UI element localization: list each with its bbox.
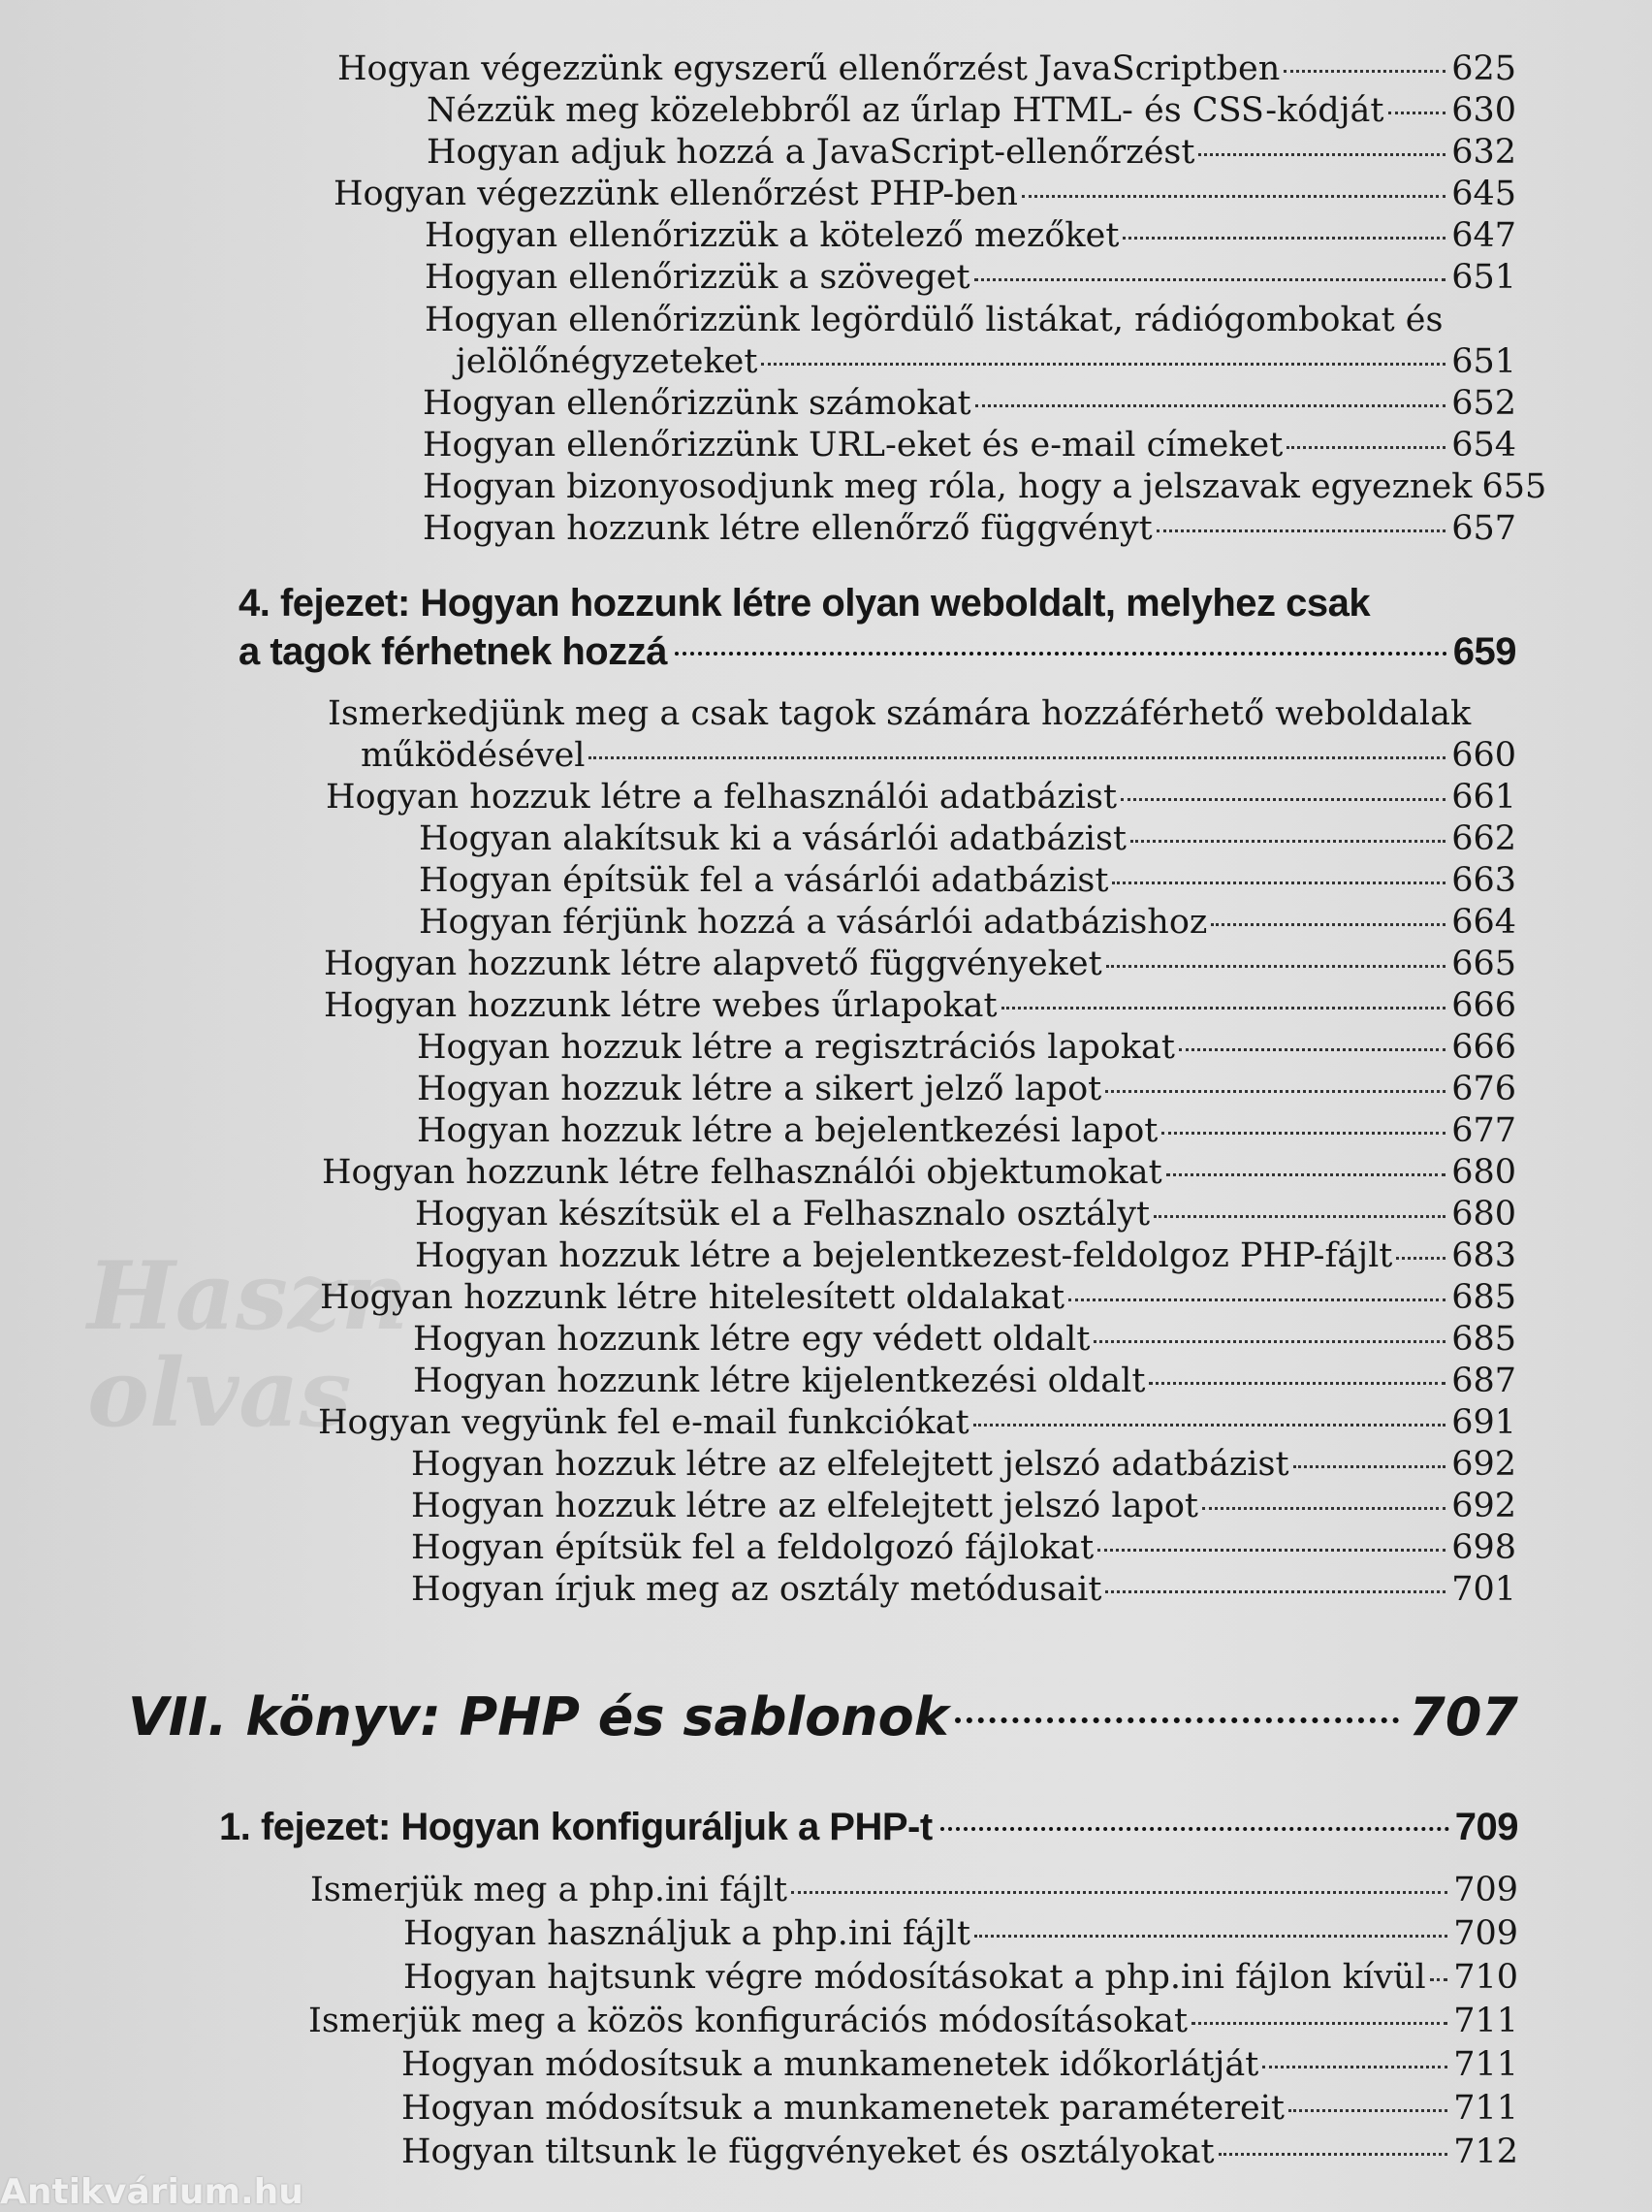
toc-entry-title: Hogyan hozzunk létre egy védett oldalt [413,1320,1091,1359]
toc-entry[interactable] [417,1069,1516,1109]
toc-entry-title: Hogyan építsük fel a vásárlói adatbázist [419,861,1109,900]
chapter-4-page: 659 [1452,630,1516,673]
toc-entry[interactable] [324,944,1516,984]
toc-entry-title: Hogyan hozzuk létre a felhasználói adatbázist [326,778,1118,817]
toc-entry[interactable] [417,1027,1516,1068]
toc-entry-page: 652 [1451,384,1516,423]
toc-entry-title: Hogyan hozzuk létre a sikert jelző lapot [417,1070,1102,1108]
toc-entry[interactable] [415,1194,1516,1234]
toc-entry-title: Hogyan hozzuk létre az elfelejtett jelszó lapot [411,1487,1198,1525]
toc-entry-title: Hogyan ellenőrizzünk számokat [423,384,971,423]
toc-entry[interactable] [326,777,1516,817]
bleed-through-text: Haszn [87,1241,409,1351]
dot-leader [1105,1590,1446,1593]
toc-entry-page: 711 [1453,2089,1518,2128]
toc-entry[interactable] [411,1444,1516,1485]
toc-entry[interactable] [423,383,1516,424]
dot-leader [1105,1090,1446,1093]
toc-entry-page: 683 [1451,1236,1516,1275]
dot-leader [1161,1132,1446,1135]
toc-entry[interactable] [411,1527,1516,1568]
dot-leader [1166,1173,1446,1176]
toc-entry-title-line2: jelölőnégyzeteket [456,342,758,381]
toc-entry-page: 651 [1451,258,1516,297]
dot-leader [1130,840,1446,843]
toc-entry-page: 692 [1451,1445,1516,1484]
toc-entry-title-line2: működésével [361,736,586,775]
dot-leader [1112,882,1446,884]
toc-entry-page: 645 [1451,175,1516,213]
toc-entry[interactable] [308,2001,1518,2041]
toc-entry-page: 685 [1451,1320,1516,1359]
dot-leader [1068,1298,1446,1301]
toc-entry-title: Hogyan módosítsuk a munkamenetek időkorlátját [401,2045,1259,2084]
toc-entry-title: Hogyan végezzünk ellenőrzést PHP-ben [334,175,1018,213]
toc-entry-title: Hogyan használjuk a php.ini fájlt [403,1914,970,1953]
toc-entry[interactable] [337,48,1516,89]
toc-entry[interactable] [320,1277,1516,1318]
toc-entry[interactable] [401,2088,1518,2129]
toc-entry-title: Hogyan ellenőrizzük a kötelező mezőket [425,216,1120,255]
toc-entry-title: Hogyan ellenőrizzünk URL-eket és e-mail címeket [423,426,1284,465]
toc-entry-title: Hogyan hozzuk létre a bejelentkezési lapot [417,1111,1159,1150]
toc-entry-page: 661 [1451,778,1516,817]
toc-entry-page: 680 [1451,1153,1516,1192]
dot-leader [955,1717,1400,1723]
dot-leader [1154,1215,1446,1218]
toc-entry[interactable] [427,90,1516,131]
toc-entry-page: 691 [1451,1403,1516,1442]
dot-leader [1430,1978,1448,1981]
toc-entry[interactable] [415,1235,1516,1276]
dot-leader [1094,1340,1446,1343]
toc-entry-page: 709 [1453,1871,1518,1909]
toc-entry-page: 657 [1451,509,1516,548]
toc-entry-page: 663 [1451,861,1516,900]
toc-entry[interactable] [419,818,1516,859]
toc-entry-title: Hogyan hajtsunk végre módosításokat a php.ini fájlon kívül [403,1958,1426,1997]
toc-entry-page: 654 [1451,426,1516,465]
dot-leader [940,1827,1449,1831]
toc-entry-title-line1[interactable]: Ismerkedjünk meg a csak tagok számára hozzáférhető weboldalak [328,694,1472,733]
toc-entry-title: Nézzük meg közelebbről az űrlap HTML- és CSS-kódját [427,91,1384,130]
toc-entry[interactable] [318,1402,1516,1443]
toc-entry[interactable] [423,425,1516,465]
toc-entry-title: Hogyan hozzunk létre webes űrlapokat [324,986,998,1025]
dot-leader [1287,446,1446,449]
toc-entry[interactable] [417,1110,1516,1151]
toc-entry-page: 710 [1453,1958,1518,1997]
dot-leader [1001,1007,1446,1010]
toc-entry[interactable] [419,860,1516,901]
dot-leader [1388,112,1446,114]
toc-entry-title: Hogyan írjuk meg az osztály metódusait [411,1570,1102,1609]
dot-leader [973,1424,1446,1427]
toc-entry-page: 632 [1451,133,1516,172]
toc-entry-page: 692 [1451,1487,1516,1525]
book-7-entry[interactable] [128,1685,1518,1749]
toc-entry-title: Hogyan építsük fel a feldolgozó fájlokat [411,1528,1095,1567]
toc-entry[interactable] [401,2044,1518,2085]
toc-entry-page: 655 [1481,467,1547,506]
toc-entry-title: Hogyan vegyünk fel e-mail funkciókat [318,1403,969,1442]
dot-leader [1179,1048,1446,1051]
toc-entry-page: 666 [1451,1028,1516,1067]
toc-entry-title: Hogyan ellenőrizzük a szöveget [425,258,970,297]
toc-entry[interactable] [403,1957,1518,1998]
dot-leader [1121,798,1446,801]
toc-entry-title: Hogyan módosítsuk a munkamenetek paramétereit [401,2089,1285,2128]
toc-entry[interactable] [411,1569,1516,1610]
toc-entry-title: Hogyan bizonyosodjunk meg róla, hogy a jelszavak egyeznek [423,467,1473,506]
toc-entry-title: Hogyan hozzuk létre az elfelejtett jelszó adatbázist [411,1445,1289,1484]
dot-leader [761,363,1446,366]
toc-entry-page: 666 [1451,986,1516,1025]
toc-entry[interactable] [423,508,1516,549]
toc-entry-title: Hogyan hozzunk létre felhasználói objektumokat [322,1153,1162,1192]
dot-leader [974,278,1446,281]
dot-leader [588,756,1446,759]
chapter-1-page: 709 [1454,1806,1518,1848]
toc-entry[interactable] [324,985,1516,1026]
chapter-4-entry[interactable] [238,628,1516,675]
dot-leader [1284,70,1446,73]
dot-leader [1106,965,1446,968]
toc-entry-page: 698 [1451,1528,1516,1567]
toc-entry[interactable] [411,1486,1516,1526]
chapter-4-title-line2: a tagok férhetnek hozzá [238,630,667,673]
toc-entry[interactable] [425,215,1516,256]
toc-entry-title: Ismerjük meg a közös konfigurációs módosításokat [308,2002,1189,2040]
toc-entry-title: Hogyan adjuk hozzá a JavaScript-ellenőrzést [427,133,1195,172]
toc-entry[interactable] [427,132,1516,173]
toc-entry-page: 651 [1451,342,1516,381]
book-7-title: VII. könyv: PHP és sablonok [128,1686,949,1747]
toc-entry-page: 711 [1453,2002,1518,2040]
toc-entry[interactable] [310,1870,1518,1910]
toc-entry[interactable] [419,902,1516,943]
toc-entry-title: Hogyan hozzunk létre kijelentkezési oldalt [413,1362,1146,1400]
toc-entry-title: Hogyan alakítsuk ki a vásárlói adatbázist [419,819,1127,858]
dot-leader [975,404,1446,407]
toc-entry-page: 664 [1451,903,1516,942]
toc-entry[interactable] [322,1152,1516,1193]
dot-leader [1198,153,1446,156]
toc-entry-title: Hogyan készítsük el a Felhasznalo osztályt [415,1195,1151,1234]
book-7-page: 707 [1409,1686,1518,1747]
toc-entry-title: Hogyan végezzünk egyszerű ellenőrzést JavaScriptben [337,49,1281,88]
dot-leader [1396,1257,1446,1260]
dot-leader [1262,2066,1447,2068]
toc-entry[interactable] [423,466,1547,507]
toc-entry-title: Hogyan hozzuk létre a bejelentkezest-feldolgoz PHP-fájlt [415,1236,1393,1275]
toc-entry-page: 665 [1451,945,1516,983]
toc-entry-title: Hogyan hozzunk létre alapvető függvényeket [324,945,1102,983]
dot-leader [1191,2022,1447,2025]
toc-entry-page: 677 [1451,1111,1516,1150]
watermark: Antikvárium.hu [0,2172,303,2212]
toc-entry[interactable] [401,2132,1518,2172]
dot-leader [1157,529,1446,532]
dot-leader [1211,923,1446,926]
toc-entry-title: Hogyan hozzuk létre a regisztrációs lapokat [417,1028,1175,1067]
toc-entry-page: 630 [1451,91,1516,130]
dot-leader [791,1891,1447,1894]
toc-entry[interactable] [403,1913,1518,1954]
chapter-4-title-line1[interactable]: 4. fejezet: Hogyan hozzunk létre olyan weboldalt, melyhez csak [238,582,1371,625]
toc-entry[interactable] [456,341,1516,382]
toc-entry[interactable] [334,174,1516,214]
toc-entry-page: 662 [1451,819,1516,858]
toc-entry[interactable] [425,257,1516,298]
toc-entry-page: 709 [1453,1914,1518,1953]
toc-entry-page: 660 [1451,736,1516,775]
dot-leader [1123,237,1446,240]
toc-entry[interactable] [413,1319,1516,1360]
dot-leader [675,652,1447,656]
toc-entry-page: 680 [1451,1195,1516,1234]
dot-leader [974,1935,1447,1938]
dot-leader [1219,2153,1448,2156]
toc-entry-page: 701 [1451,1570,1516,1609]
toc-entry-page: 711 [1453,2045,1518,2084]
toc-entry[interactable] [361,735,1516,776]
toc-entry-title: Ismerjük meg a php.ini fájlt [310,1871,788,1909]
dot-leader [1097,1549,1446,1552]
dot-leader [1022,195,1446,198]
chapter-1-title: 1. fejezet: Hogyan konfiguráljuk a PHP-t [219,1806,933,1848]
dot-leader [1149,1382,1446,1385]
toc-entry-page: 687 [1451,1362,1516,1400]
toc-entry[interactable] [413,1361,1516,1401]
toc-entry-page: 676 [1451,1070,1516,1108]
toc-entry-page: 647 [1451,216,1516,255]
toc-entry-title: Hogyan tiltsunk le függvényeket és osztályokat [401,2132,1215,2171]
toc-entry-title-line1[interactable]: Hogyan ellenőrizzünk legördülő listákat, rádiógombokat és [425,301,1444,339]
bleed-through-text: olvas [87,1338,352,1448]
dot-leader [1202,1507,1446,1510]
toc-entry-title: Hogyan férjünk hozzá a vásárlói adatbázishoz [419,903,1208,942]
dot-leader [1288,2109,1447,2112]
toc-entry-page: 712 [1453,2132,1518,2171]
chapter-1-entry[interactable] [219,1804,1518,1850]
toc-entry-title: Hogyan hozzunk létre ellenőrző függvényt [423,509,1153,548]
toc-entry-page: 625 [1451,49,1516,88]
toc-entry-title: Hogyan hozzunk létre hitelesített oldalakat [320,1278,1065,1317]
toc-entry-page: 685 [1451,1278,1516,1317]
dot-leader [1293,1465,1446,1468]
